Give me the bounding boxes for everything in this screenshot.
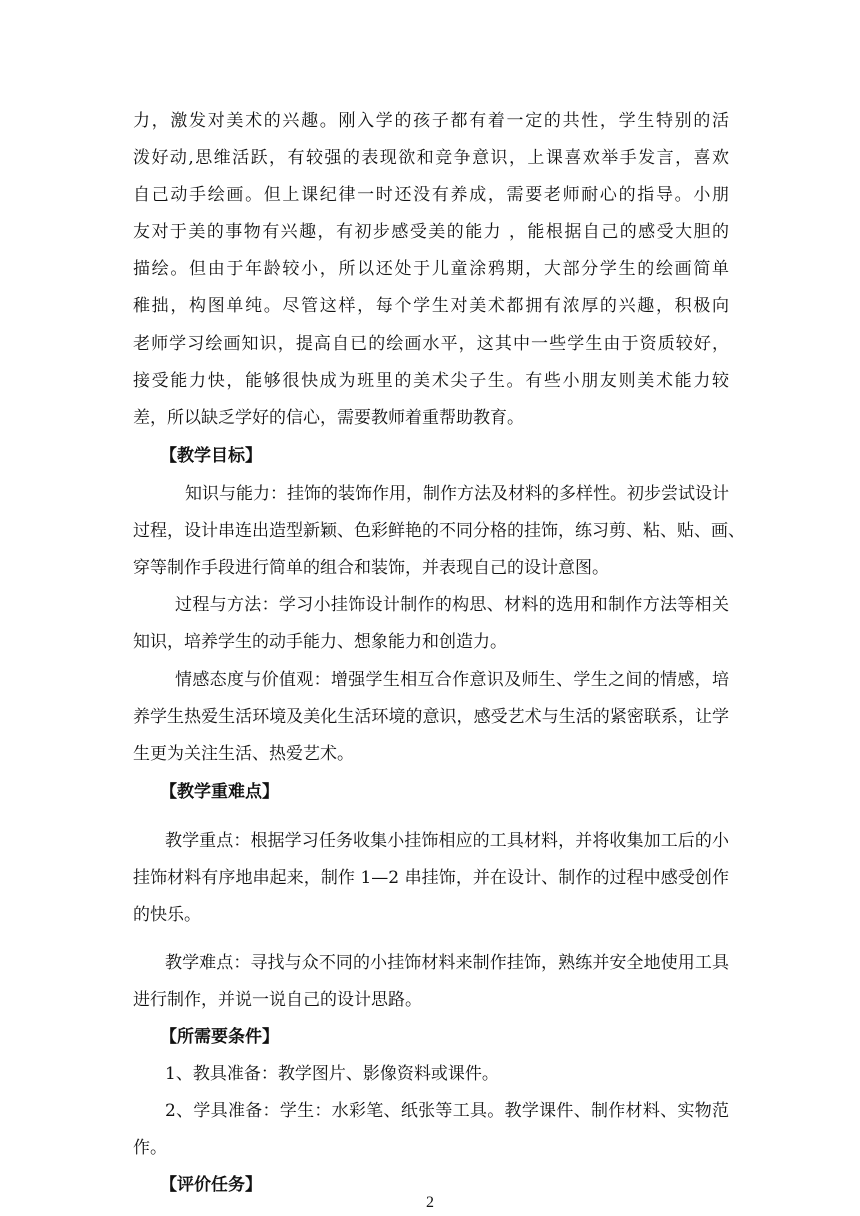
goals-knowledge-line-1: 知识与能力：挂饰的装饰作用，制作方法及材料的多样性。初步尝试设计 [185, 484, 729, 504]
conditions-heading: 【所需要条件】 [160, 1027, 279, 1047]
evaluation-heading: 【评价任务】 [160, 1175, 262, 1195]
goals-process-line-2: 知识，培养学生的动手能力、想象能力和创造力。 [133, 632, 507, 652]
goals-process-line-1: 过程与方法：学习小挂饰设计制作的构思、材料的选用和制作方法等相关 [175, 595, 729, 615]
keypoints-heading: 【教学重难点】 [160, 782, 279, 802]
focus-line-2: 挂饰材料有序地串起来，制作 1—2 串挂饰，并在设计、制作的过程中感受创作 [133, 868, 729, 888]
difficulty-line-2: 进行制作，并说一说自己的设计思路。 [133, 990, 422, 1010]
conditions-item-2-line-1: 2、学具准备：学生：水彩笔、纸张等工具。教学课件、制作材料、实物范 [165, 1101, 729, 1121]
analysis-line-8: 接受能力快，能够很快成为班里的美术尖子生。有些小朋友则美术能力较 [133, 371, 729, 391]
goals-emotion-line-3: 生更为关注生活、热爱艺术。 [133, 744, 354, 764]
goals-emotion-line-2: 养学生热爱生活环境及美化生活环境的意识，感受艺术与生活的紧密联系，让学 [133, 707, 729, 727]
difficulty-line-1: 教学难点：寻找与众不同的小挂饰材料来制作挂饰，熟练并安全地使用工具 [165, 953, 729, 973]
analysis-line-6: 稚拙，构图单纯。尽管这样，每个学生对美术都拥有浓厚的兴趣，积极向 [133, 296, 729, 316]
analysis-line-5: 描绘。但由于年龄较小，所以还处于儿童涂鸦期，大部分学生的绘画简单 [133, 259, 729, 279]
analysis-line-3: 自己动手绘画。但上课纪律一时还没有养成，需要老师耐心的指导。小朋 [133, 185, 729, 205]
goals-emotion-line-1: 情感态度与价值观：增强学生相互合作意识及师生、学生之间的情感，培 [175, 670, 729, 690]
analysis-line-9: 差，所以缺乏学好的信心，需要教师着重帮助教育。 [133, 408, 524, 428]
conditions-item-2-line-2: 作。 [133, 1138, 167, 1158]
page-number: 2 [426, 1194, 434, 1211]
focus-line-1: 教学重点：根据学习任务收集小挂饰相应的工具材料，并将收集加工后的小 [165, 831, 729, 851]
analysis-line-2: 泼好动,思维活跃，有较强的表现欲和竞争意识，上课喜欢举手发言，喜欢 [133, 148, 729, 168]
analysis-line-4: 友对于美的事物有兴趣，有初步感受美的能力 ，能根据自己的感受大胆的 [133, 222, 729, 242]
goals-knowledge-line-3: 穿等制作手段进行简单的组合和装饰，并表现自己的设计意图。 [133, 558, 609, 578]
goals-heading: 【教学目标】 [160, 446, 262, 466]
conditions-item-1: 1、教具准备：教学图片、影像资料或课件。 [165, 1064, 499, 1084]
goals-knowledge-line-2: 过程，设计串连出造型新颖、色彩鲜艳的不同分格的挂饰，练习剪、粘、贴、画、 [133, 521, 745, 541]
analysis-line-7: 老师学习绘画知识，提高自已的绘画水平，这其中一些学生由于资质较好， [133, 334, 729, 354]
analysis-line-1: 力，激发对美术的兴趣。刚入学的孩子都有着一定的共性，学生特别的活 [133, 111, 729, 131]
focus-line-3: 的快乐。 [133, 905, 201, 925]
